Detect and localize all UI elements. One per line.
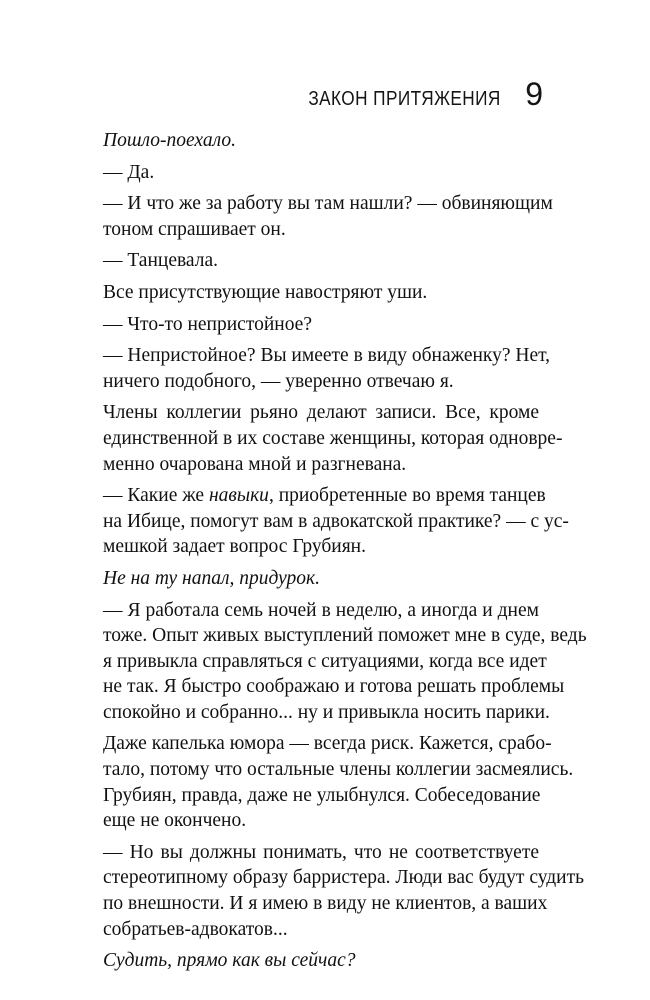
paragraph xyxy=(103,343,551,394)
text-line: — Непристойное? Вы имеете в виду обнаженку? Нет, xyxy=(103,345,551,367)
text-line: Все присутствующие навостряют уши. xyxy=(103,281,428,303)
paragraph xyxy=(103,840,585,942)
text-line: Пошло-поехало. xyxy=(103,130,236,151)
text-line: еще не окончено. xyxy=(103,810,247,832)
text-line: спокойно и собранно... ну и привыкла носить парики. xyxy=(103,701,550,723)
paragraph xyxy=(103,280,539,306)
text-line: стереотипному образу барристера. Люди вас будут судить xyxy=(103,867,585,889)
text-line: Члены коллегии рьяно делают записи. Все, кроме xyxy=(103,402,539,424)
paragraph xyxy=(103,731,574,833)
text-line: тоном спрашивает он. xyxy=(103,218,286,240)
text-line: тоже. Опыт живых выступлений поможет мне в суде, ведь xyxy=(103,625,587,647)
paragraph xyxy=(103,160,539,186)
text-line: — Да. xyxy=(103,161,155,183)
text-line: собратьев-адвокатов... xyxy=(103,918,288,940)
text-line: на Ибице, помогут вам в адвокатской практике? — с ус- xyxy=(103,510,569,532)
page-header xyxy=(277,76,543,113)
paragraph xyxy=(103,400,563,477)
text-line: — Я работала семь ночей в неделю, а иногда и днем xyxy=(103,599,539,621)
text-line: Не на ту напал, придурок. xyxy=(103,567,320,589)
text-line: не так. Я быстро соображаю и готова решать проблемы xyxy=(103,676,565,698)
paragraph xyxy=(103,566,539,592)
paragraph xyxy=(103,248,539,274)
text-line: я привыкла справляться с ситуациями, когда все идет xyxy=(103,650,547,672)
paragraph xyxy=(103,128,539,154)
paragraph xyxy=(103,948,539,974)
paragraph xyxy=(103,598,587,726)
emphasized-word: навыки xyxy=(208,485,269,507)
text-line: по внешности. И я имею в виду не клиентов, а ваших xyxy=(103,893,548,915)
page-number: 9 xyxy=(525,76,543,112)
text-line: — Какие же навыки, приобретенные во время танцев xyxy=(103,485,546,507)
text-line: — Что-то непристойное? xyxy=(103,313,312,335)
text-line: ничего подобного, — уверенно отвечаю я. xyxy=(103,370,454,392)
text-line: единственной в их составе женщины, которая одновре- xyxy=(103,427,563,449)
text-line: — Танцевала. xyxy=(103,250,219,272)
text-line: Даже капелька юмора — всегда риск. Кажется, срабо- xyxy=(103,733,552,755)
text-line: — И что же за работу вы там нашли? — обвиняющим xyxy=(103,193,553,215)
running-title: ЗАКОН ПРИТЯЖЕНИЯ xyxy=(308,88,502,110)
text-line: менно очарована мной и разгневана. xyxy=(103,453,407,475)
text-line: Судить, прямо как вы сейчас? xyxy=(103,950,356,972)
paragraph xyxy=(103,483,569,560)
paragraph xyxy=(103,312,539,338)
text-line: Грубиян, правда, даже не улыбнулся. Собеседование xyxy=(103,784,541,806)
text-line: мешкой задает вопрос Грубиян. xyxy=(103,536,366,558)
text-line: — Но вы должны понимать, что не соответствуете xyxy=(103,841,539,863)
body-text xyxy=(103,128,587,980)
paragraph xyxy=(103,191,553,242)
text-line: тало, потому что остальные члены коллегии засмеялись. xyxy=(103,759,574,781)
